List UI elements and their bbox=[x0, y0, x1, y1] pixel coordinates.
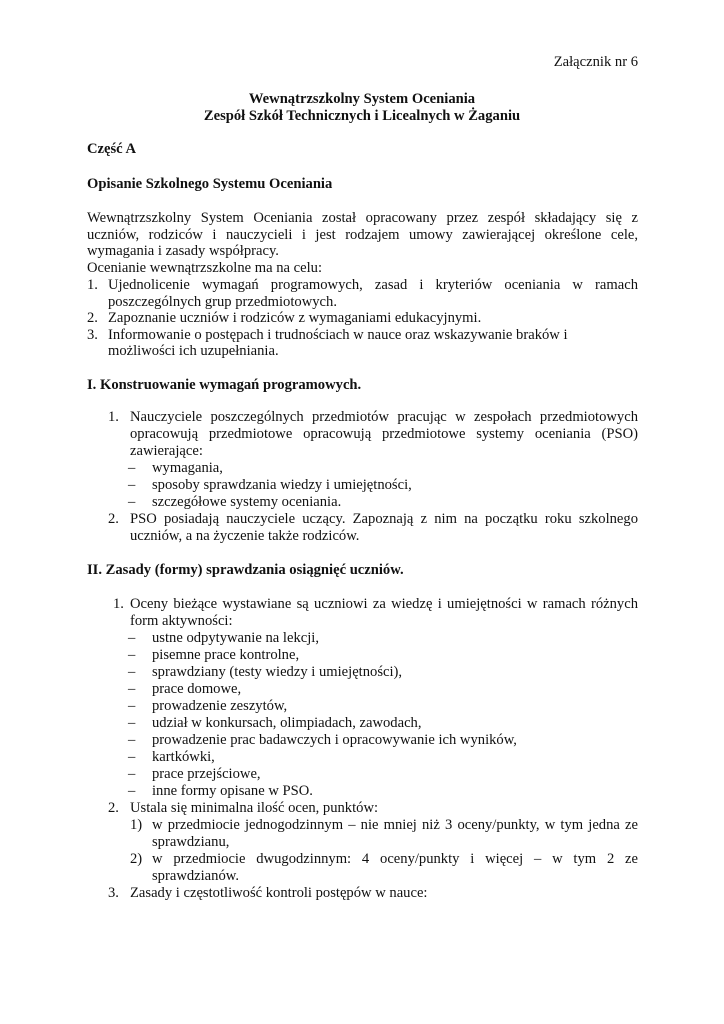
s1-item-1-line-1: Nauczyciele poszczególnych przedmiotów pracując w zespołach przedmiotowych bbox=[130, 409, 638, 425]
goal-1-line-1: Ujednolicenie wymagań programowych, zasad i kryteriów oceniania w ramach bbox=[108, 277, 638, 293]
s1-item-1-number: 1. bbox=[108, 409, 119, 425]
s2-bullet-8: kartkówki, bbox=[152, 749, 215, 765]
s2-bullet-1: ustne odpytywanie na lekcji, bbox=[152, 630, 319, 646]
s1-item-1-line-3: zawierające: bbox=[130, 443, 203, 459]
s2-item-1-line-1: Oceny bieżące wystawiane są uczniowi za wiedzę i umiejętności w ramach różnych bbox=[130, 596, 638, 612]
dash-bullet: – bbox=[128, 715, 136, 731]
s2-item-1-number: 1. bbox=[113, 596, 124, 612]
s2-bullet-9: prace przejściowe, bbox=[152, 766, 261, 782]
part-heading: Część A bbox=[87, 141, 137, 157]
s2-item-3-text: Zasady i częstotliwość kontroli postępów w nauce: bbox=[130, 885, 428, 901]
s2-sub-1-line-2: sprawdzianu, bbox=[152, 834, 230, 850]
s2-item-2-text: Ustala się minimalna ilość ocen, punktów: bbox=[130, 800, 379, 816]
dash-bullet: – bbox=[128, 477, 136, 493]
section-2-heading: II. Zasady (formy) sprawdzania osiągnięć uczniów. bbox=[87, 562, 404, 578]
goal-3-number: 3. bbox=[87, 327, 98, 343]
dash-bullet: – bbox=[128, 630, 136, 646]
dash-bullet: – bbox=[128, 494, 136, 510]
dash-bullet: – bbox=[128, 681, 136, 697]
s1-item-1-line-2: opracowują przedmiotowe opracowują przedmiotowe systemy oceniania (PSO) bbox=[130, 426, 638, 442]
s1-item-2-number: 2. bbox=[108, 511, 119, 527]
goal-1-line-2: poszczególnych grup przedmiotowych. bbox=[108, 294, 337, 310]
attachment-label: Załącznik nr 6 bbox=[553, 54, 638, 70]
s2-bullet-3: sprawdziany (testy wiedzy i umiejętności), bbox=[152, 664, 403, 680]
dash-bullet: – bbox=[128, 732, 136, 748]
s2-sub-1-line-1: w przedmiocie jednogodzinnym – nie mniej niż 3 oceny/punkty, w tym jedna ze bbox=[152, 817, 638, 833]
dash-bullet: – bbox=[128, 698, 136, 714]
dash-bullet: – bbox=[128, 749, 136, 765]
goal-2-number: 2. bbox=[87, 310, 98, 326]
goal-1-number: 1. bbox=[87, 277, 98, 293]
s2-sub-1-number: 1) bbox=[130, 817, 143, 833]
goal-3-line-2: możliwości ich uzupełniania. bbox=[108, 343, 279, 359]
section-1-heading: I. Konstruowanie wymagań programowych. bbox=[87, 377, 362, 393]
intro-line-1: Wewnątrzszkolny System Oceniania został opracowany przez zespół składający się z bbox=[87, 210, 638, 226]
s1-item-2-line-1: PSO posiadają nauczyciele uczący. Zapoznają z nim na początku roku szkolnego bbox=[130, 511, 638, 527]
s2-sub-2-line-1: w przedmiocie dwugodzinnym: 4 oceny/punkty i więcej – w tym 2 ze bbox=[152, 851, 638, 867]
part-title: Opisanie Szkolnego Systemu Oceniania bbox=[87, 176, 333, 192]
s2-bullet-7: prowadzenie prac badawczych i opracowywanie ich wyników, bbox=[152, 732, 517, 748]
s2-sub-2-number: 2) bbox=[130, 851, 143, 867]
intro-line-3: wymagania i zasady współpracy. bbox=[87, 243, 279, 259]
intro-line-2: uczniów, rodziców i nauczycieli i jest rodzajem umowy zawierającej określone cele, bbox=[87, 227, 638, 243]
s2-item-3-number: 3. bbox=[108, 885, 119, 901]
s1-bullet-2: sposoby sprawdzania wiedzy i umiejętności, bbox=[152, 477, 412, 493]
dash-bullet: – bbox=[128, 783, 136, 799]
title-line-1: Wewnątrzszkolny System Oceniania bbox=[248, 91, 476, 107]
goal-2-line-1: Zapoznanie uczniów i rodziców z wymaganiami edukacyjnymi. bbox=[108, 310, 482, 326]
s2-item-2-number: 2. bbox=[108, 800, 119, 816]
dash-bullet: – bbox=[128, 460, 136, 476]
goal-3-line-1: Informowanie o postępach i trudnościach w nauce oraz wskazywanie braków i bbox=[108, 327, 568, 343]
intro-line-4: Ocenianie wewnątrzszkolne ma na celu: bbox=[87, 260, 323, 276]
s2-bullet-2: pisemne prace kontrolne, bbox=[152, 647, 300, 663]
s2-bullet-10: inne formy opisane w PSO. bbox=[152, 783, 313, 799]
s2-bullet-5: prowadzenie zeszytów, bbox=[152, 698, 288, 714]
s1-bullet-3: szczegółowe systemy oceniania. bbox=[152, 494, 342, 510]
s1-bullet-1: wymagania, bbox=[152, 460, 223, 476]
s2-sub-2-line-2: sprawdzianów. bbox=[152, 868, 239, 884]
s2-bullet-4: prace domowe, bbox=[152, 681, 242, 697]
s1-item-2-line-2: uczniów, a na życzenie także rodziców. bbox=[130, 528, 360, 544]
s2-item-1-line-2: form aktywności: bbox=[130, 613, 233, 629]
dash-bullet: – bbox=[128, 664, 136, 680]
title-line-2: Zespół Szkół Technicznych i Licealnych w Żaganiu bbox=[203, 108, 521, 124]
dash-bullet: – bbox=[128, 647, 136, 663]
dash-bullet: – bbox=[128, 766, 136, 782]
s2-bullet-6: udział w konkursach, olimpiadach, zawodach, bbox=[152, 715, 422, 731]
